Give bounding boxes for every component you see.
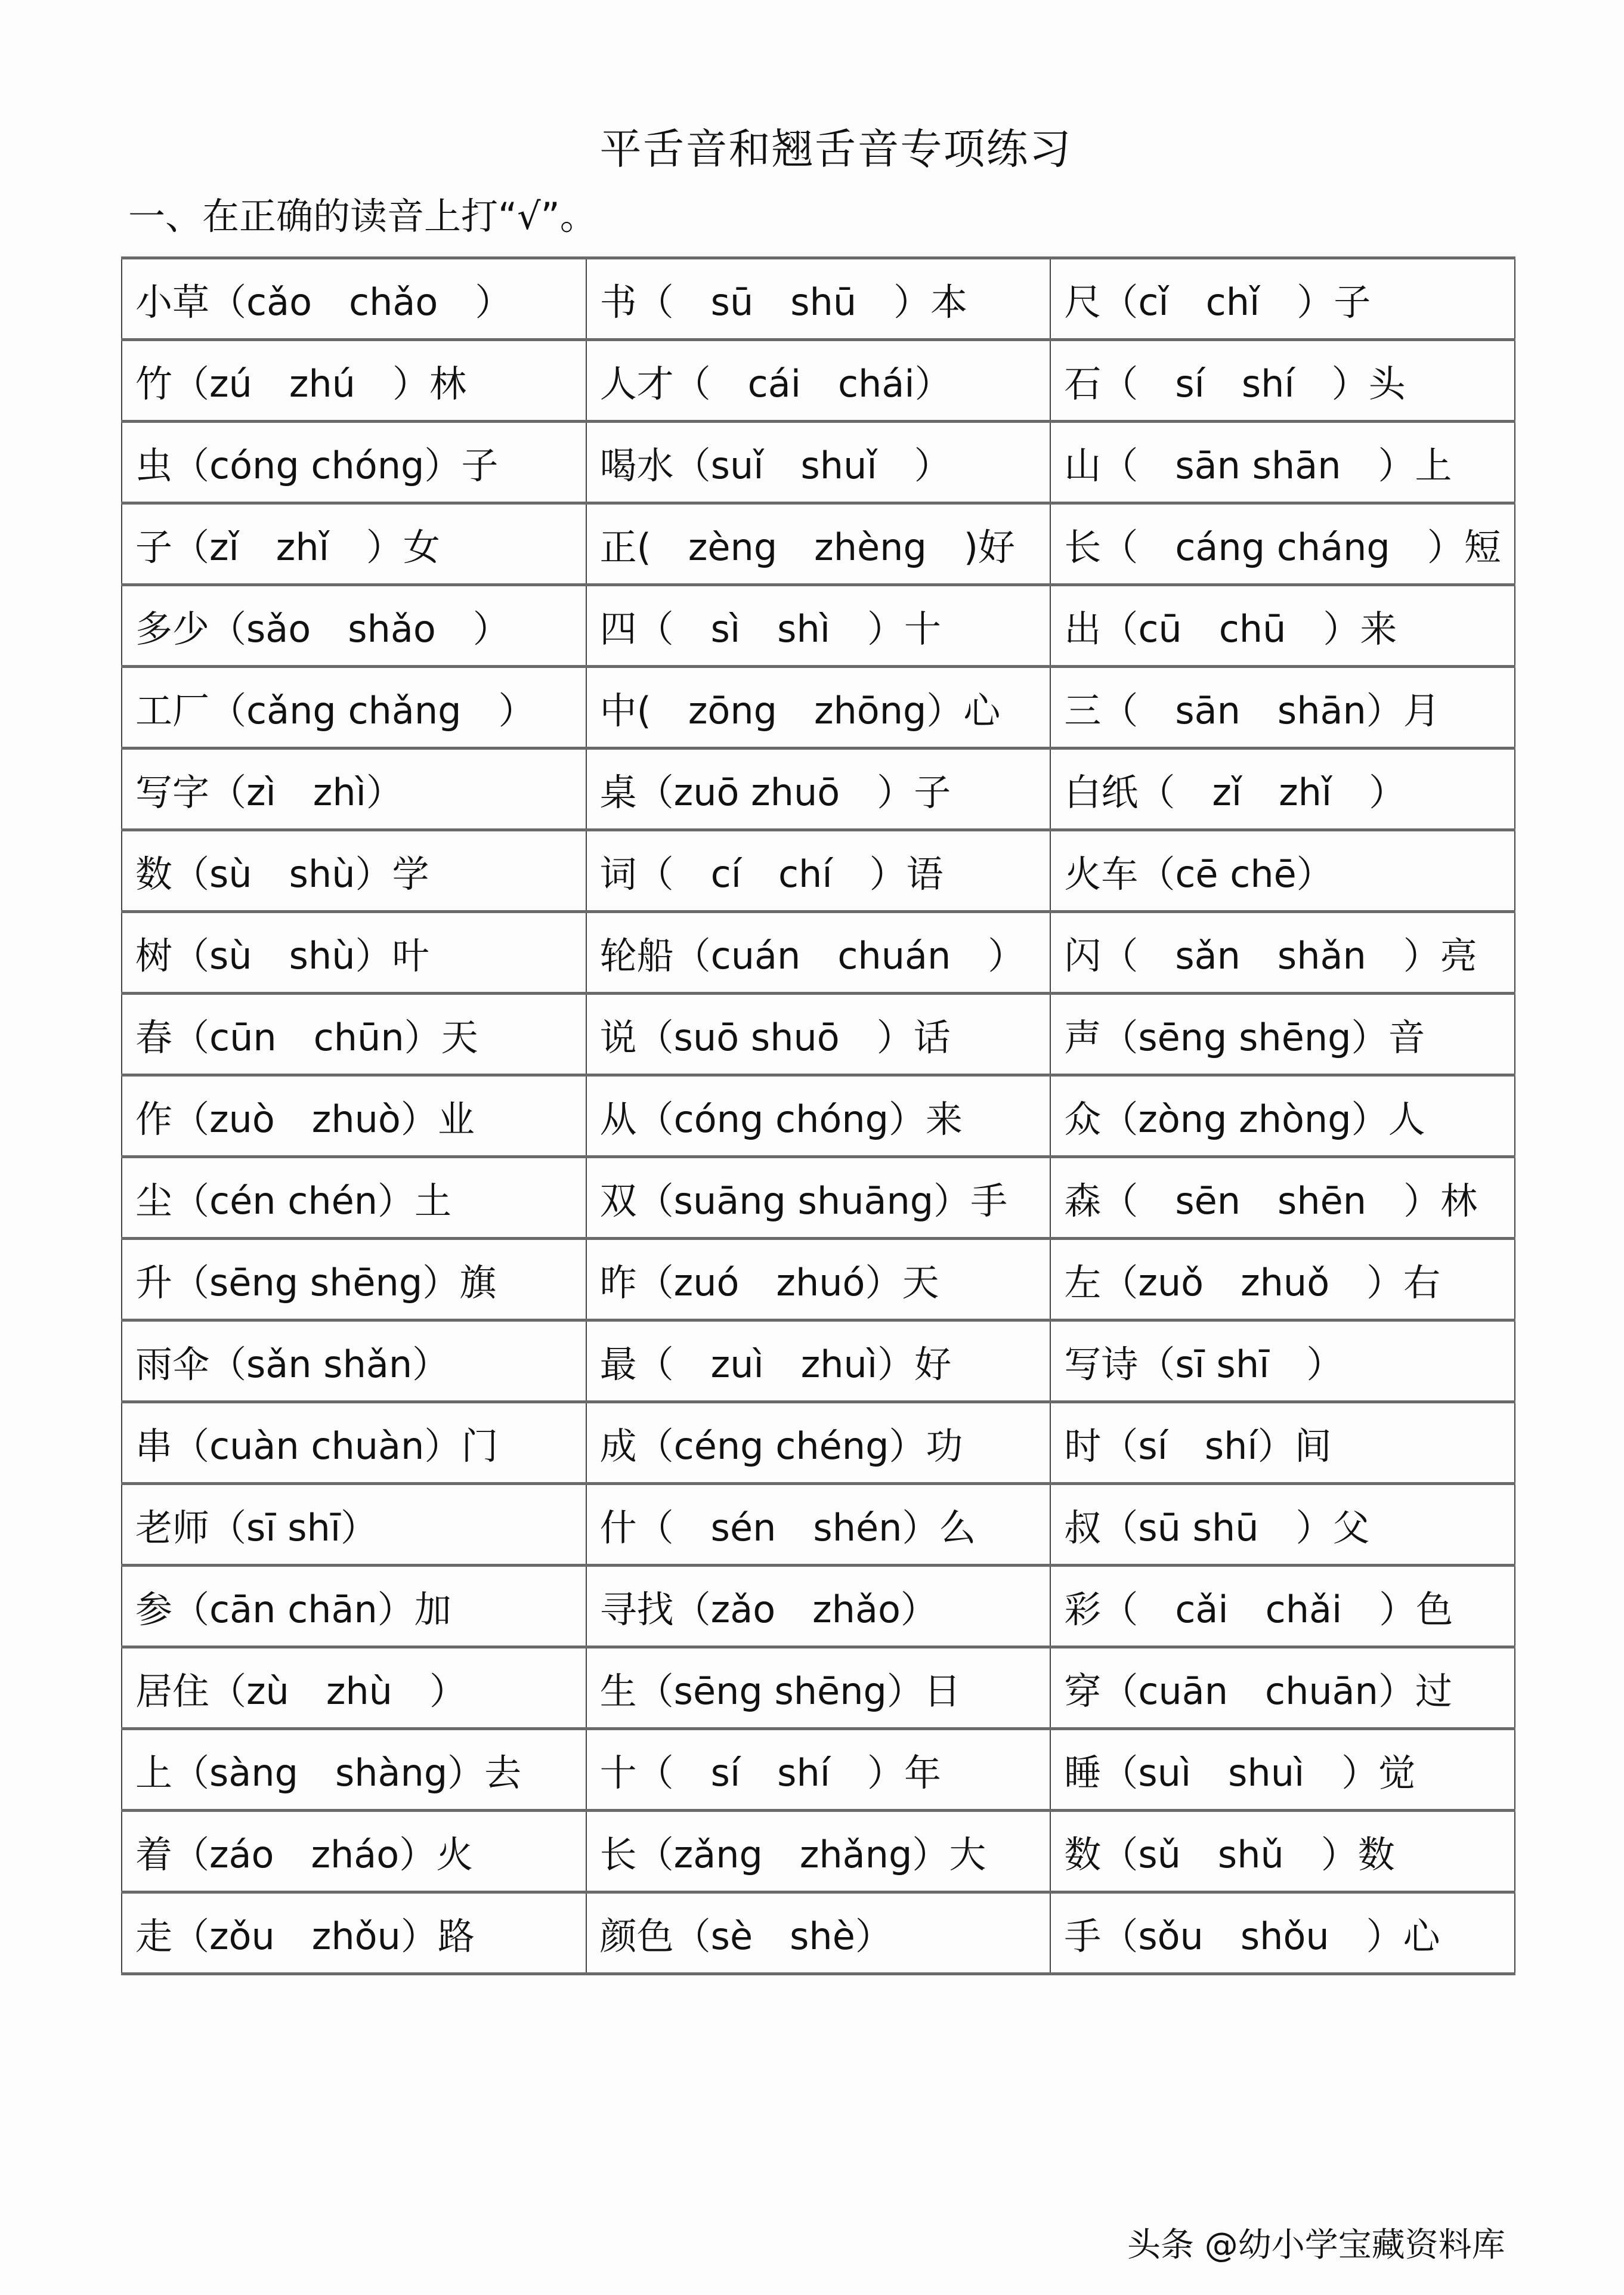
table-row bbox=[122, 1320, 1515, 1402]
pinyin-choice-cell[interactable]: 石（ sí shí ）头 bbox=[1050, 340, 1515, 422]
pinyin-choice-cell[interactable]: 穿（cuān chuān）过 bbox=[1050, 1647, 1515, 1729]
pinyin-choice-cell[interactable]: 左（zuǒ zhuǒ ）右 bbox=[1050, 1239, 1515, 1320]
pinyin-choice-cell[interactable]: 长（zǎng zhǎng）大 bbox=[586, 1811, 1051, 1892]
pinyin-choice-cell[interactable]: 写字（zì zhì） bbox=[122, 748, 586, 830]
table-row bbox=[122, 258, 1515, 340]
table-row bbox=[122, 1647, 1515, 1729]
table-row bbox=[122, 748, 1515, 830]
pinyin-choice-cell[interactable]: 桌（zuō zhuō ）子 bbox=[586, 748, 1051, 830]
pinyin-choice-cell[interactable]: 声（sēng shēng）音 bbox=[1050, 994, 1515, 1075]
pinyin-choice-cell[interactable]: 雨伞（sǎn shǎn） bbox=[122, 1320, 586, 1402]
pinyin-choice-cell[interactable]: 彩（ cǎi chǎi ）色 bbox=[1050, 1566, 1515, 1647]
pinyin-choice-cell[interactable]: 升（sēng shēng）旗 bbox=[122, 1239, 586, 1320]
pinyin-choice-cell[interactable]: 四（ sì shì ）十 bbox=[586, 585, 1051, 667]
pinyin-choice-cell[interactable]: 多少（sǎo shǎo ） bbox=[122, 585, 586, 667]
pinyin-choice-cell[interactable]: 上（sàng shàng）去 bbox=[122, 1729, 586, 1811]
pinyin-choice-cell[interactable]: 工厂（cǎng chǎng ） bbox=[122, 667, 586, 748]
pinyin-choice-cell[interactable]: 闪（ sǎn shǎn ）亮 bbox=[1050, 912, 1515, 994]
pinyin-choice-cell[interactable]: 昨（zuó zhuó）天 bbox=[586, 1239, 1051, 1320]
pinyin-choice-cell[interactable]: 说（suō shuō ）话 bbox=[586, 994, 1051, 1075]
table-row bbox=[122, 830, 1515, 912]
table-row bbox=[122, 340, 1515, 422]
pinyin-choice-cell[interactable]: 正( zèng zhèng )好 bbox=[586, 503, 1051, 585]
pinyin-choice-cell[interactable]: 双（suāng shuāng）手 bbox=[586, 1157, 1051, 1239]
pinyin-choice-cell[interactable]: 睡（suì shuì ）觉 bbox=[1050, 1729, 1515, 1811]
pinyin-choice-cell[interactable]: 轮船（cuán chuán ） bbox=[586, 912, 1051, 994]
pinyin-choice-cell[interactable]: 十（ sí shí ）年 bbox=[586, 1729, 1051, 1811]
pinyin-choice-cell[interactable]: 串（cuàn chuàn）门 bbox=[122, 1402, 586, 1484]
pinyin-choice-cell[interactable]: 成（céng chéng）功 bbox=[586, 1402, 1051, 1484]
pinyin-choice-cell[interactable]: 森（ sēn shēn ）林 bbox=[1050, 1157, 1515, 1239]
table-row bbox=[122, 912, 1515, 994]
table-row bbox=[122, 1566, 1515, 1647]
table-row bbox=[122, 585, 1515, 667]
pinyin-choice-cell[interactable]: 中( zōng zhōng）心 bbox=[586, 667, 1051, 748]
pinyin-choice-cell[interactable]: 数（sù shù）学 bbox=[122, 830, 586, 912]
pinyin-choice-cell[interactable]: 三（ sān shān）月 bbox=[1050, 667, 1515, 748]
pinyin-choice-cell[interactable]: 春（cūn chūn）天 bbox=[122, 994, 586, 1075]
pinyin-choice-cell[interactable]: 词（ cí chí ）语 bbox=[586, 830, 1051, 912]
table-row bbox=[122, 1075, 1515, 1157]
exercise-instruction: 一、在正确的读音上打“√”。 bbox=[128, 194, 597, 238]
pinyin-choice-cell[interactable]: 生（sēng shēng）日 bbox=[586, 1647, 1051, 1729]
pinyin-choice-cell[interactable]: 长（ cáng cháng ）短 bbox=[1050, 503, 1515, 585]
pinyin-choice-cell[interactable]: 尺（cǐ chǐ ）子 bbox=[1050, 258, 1515, 340]
pinyin-choice-cell[interactable]: 手（sǒu shǒu ）心 bbox=[1050, 1892, 1515, 1974]
pinyin-choice-cell[interactable]: 树（sù shù）叶 bbox=[122, 912, 586, 994]
pinyin-choice-cell[interactable]: 参（cān chān）加 bbox=[122, 1566, 586, 1647]
pinyin-choice-cell[interactable]: 众（zòng zhòng）人 bbox=[1050, 1075, 1515, 1157]
table-row bbox=[122, 1239, 1515, 1320]
pinyin-choice-cell[interactable]: 走（zǒu zhǒu）路 bbox=[122, 1892, 586, 1974]
table-row bbox=[122, 503, 1515, 585]
table-row bbox=[122, 1892, 1515, 1974]
page-title: 平舌音和翘舌音专项练习 bbox=[599, 125, 1072, 174]
source-watermark: 头条 @幼小学宝藏资料库 bbox=[1127, 2226, 1505, 2265]
pinyin-choice-cell[interactable]: 老师（sī shī） bbox=[122, 1484, 586, 1566]
table-row bbox=[122, 667, 1515, 748]
pinyin-choice-cell[interactable]: 白纸（ zǐ zhǐ ） bbox=[1050, 748, 1515, 830]
pinyin-choice-cell[interactable]: 子（zǐ zhǐ ）女 bbox=[122, 503, 586, 585]
pinyin-exercise-table bbox=[121, 256, 1515, 1975]
pinyin-choice-cell[interactable]: 居住（zù zhù ） bbox=[122, 1647, 586, 1729]
pinyin-choice-cell[interactable]: 火车（cē chē） bbox=[1050, 830, 1515, 912]
pinyin-choice-cell[interactable]: 出（cū chū ）来 bbox=[1050, 585, 1515, 667]
pinyin-choice-cell[interactable]: 叔（sū shū ）父 bbox=[1050, 1484, 1515, 1566]
pinyin-choice-cell[interactable]: 喝水（suǐ shuǐ ） bbox=[586, 422, 1051, 503]
pinyin-choice-cell[interactable]: 颜色（sè shè） bbox=[586, 1892, 1051, 1974]
table-row bbox=[122, 1402, 1515, 1484]
pinyin-choice-cell[interactable]: 小草（cǎo chǎo ） bbox=[122, 258, 586, 340]
pinyin-choice-cell[interactable]: 什（ sén shén）么 bbox=[586, 1484, 1051, 1566]
table-row bbox=[122, 1157, 1515, 1239]
pinyin-choice-cell[interactable]: 山（ sān shān ）上 bbox=[1050, 422, 1515, 503]
pinyin-choice-cell[interactable]: 寻找（zǎo zhǎo） bbox=[586, 1566, 1051, 1647]
table-row bbox=[122, 1729, 1515, 1811]
pinyin-choice-cell[interactable]: 作（zuò zhuò）业 bbox=[122, 1075, 586, 1157]
pinyin-choice-cell[interactable]: 数（sǔ shǔ ）数 bbox=[1050, 1811, 1515, 1892]
pinyin-choice-cell[interactable]: 书（ sū shū ）本 bbox=[586, 258, 1051, 340]
table-row bbox=[122, 1811, 1515, 1892]
table-row bbox=[122, 994, 1515, 1075]
pinyin-choice-cell[interactable]: 竹（zú zhú ）林 bbox=[122, 340, 586, 422]
pinyin-choice-cell[interactable]: 尘（cén chén）土 bbox=[122, 1157, 586, 1239]
pinyin-choice-cell[interactable]: 着（záo zháo）火 bbox=[122, 1811, 586, 1892]
pinyin-choice-cell[interactable]: 人才（ cái chái） bbox=[586, 340, 1051, 422]
table-row bbox=[122, 422, 1515, 503]
pinyin-choice-cell[interactable]: 从（cóng chóng）来 bbox=[586, 1075, 1051, 1157]
table-row bbox=[122, 1484, 1515, 1566]
pinyin-choice-cell[interactable]: 写诗（sī shī ） bbox=[1050, 1320, 1515, 1402]
pinyin-choice-cell[interactable]: 最（ zuì zhuì）好 bbox=[586, 1320, 1051, 1402]
pinyin-choice-cell[interactable]: 时（sí shí）间 bbox=[1050, 1402, 1515, 1484]
pinyin-choice-cell[interactable]: 虫（cóng chóng）子 bbox=[122, 422, 586, 503]
